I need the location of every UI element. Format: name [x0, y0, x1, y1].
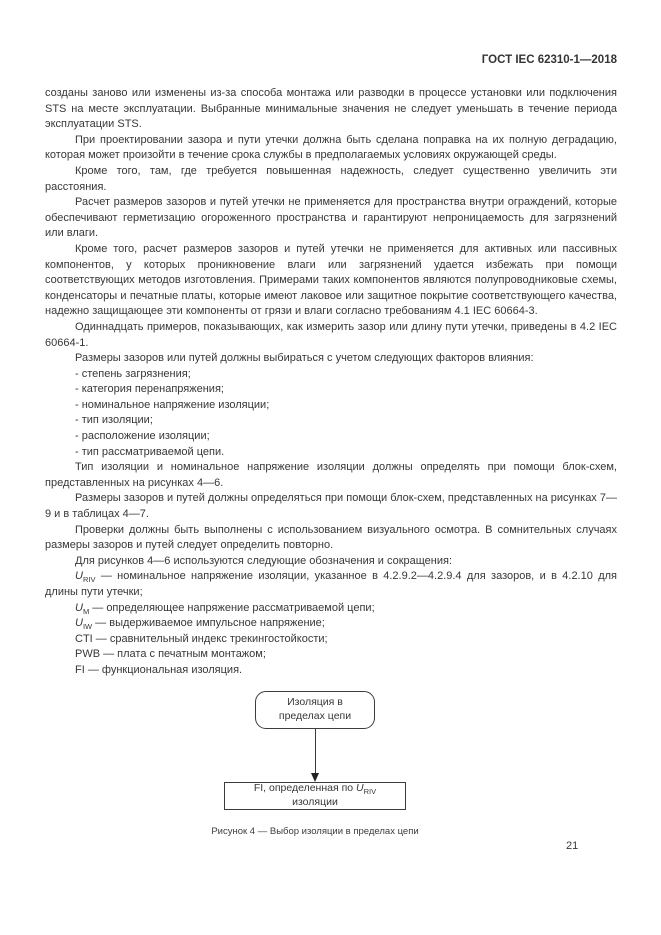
paragraph: Расчет размеров зазоров и путей утечки не применяется для пространства внутри ограждений, которые обеспечивают герметизацию огороженного пространства и гарантируют непроницаемость для загрязнений или влаги. — [45, 196, 617, 240]
paragraph: Для рисунков 4—6 используются следующие обозначения и сокращения: — [75, 554, 453, 567]
definition-item — [45, 663, 617, 679]
definition-item — [45, 616, 617, 632]
symbol: U — [75, 617, 83, 630]
paragraph: Кроме того, там, где требуется повышенная надежность, следует существенно увеличить эти расстояния. — [45, 164, 617, 193]
document-body — [45, 86, 617, 679]
definition-text: — плата с печатным монтажом; — [100, 648, 266, 661]
page-number: 21 — [566, 840, 579, 852]
page-header — [45, 54, 617, 66]
paragraph: Размеры зазоров и путей должны определяться при помощи блок-схем, представленных на рисунках 7—9 и в таблицах 4—7. — [45, 492, 617, 521]
list-item: - расположение изоляции; — [75, 430, 210, 443]
flow-arrow-line — [315, 729, 316, 773]
definition-text: — определяющее напряжение рассматриваемой цепи; — [89, 601, 375, 614]
paragraph: Кроме того, расчет размеров зазоров и путей утечки не применяется для активных или пассивных компонентов, у которых проникновение влаги или загрязнений удается избежать при помощи соответствующих методов изготовления. Примерами таких компонентов являются полупроводниковые схемы, конденсаторы и печатные платы, которые имеют лаковое или защитное покрытие соответствующего качества, надежно защищающее эти компоненты от грязи и влаги согласно требованиям 4.1 IEC 60664-3. — [45, 242, 617, 318]
flow-node-fi-insulation — [224, 782, 406, 810]
figure-caption: Рисунок 4 — Выбор изоляции в пределах цепи — [211, 825, 419, 837]
definition-item — [45, 601, 617, 617]
list-item: - степень загрязнения; — [75, 367, 191, 380]
definition-item — [45, 632, 617, 648]
flow-node-insulation-within-circuit: Изоляция в пределах цепи — [255, 691, 375, 729]
symbol: CTI — [75, 632, 93, 645]
flow-arrow-down — [311, 729, 319, 782]
symbol: U — [75, 601, 83, 614]
list-item: - номинальное напряжение изоляции; — [75, 398, 270, 411]
list-item: - категория перенапряжения; — [75, 383, 224, 396]
symbol: FI — [75, 663, 85, 676]
symbol: PWB — [75, 648, 101, 661]
document-number: ГОСТ IEC 62310-1—2018 — [481, 54, 617, 66]
node-text: FI, определенная по $U_{RIV}$ изоляции — [253, 782, 377, 808]
paragraph: Проверки должны быть выполнены с использованием визуального осмотра. В сомнительных случаях размеры зазоров и путей следует определить повторно. — [45, 523, 617, 552]
paragraph: Тип изоляции и номинальное напряжение изоляции должны определять при помощи блок-схем, представленных на рисунках 4—6. — [45, 461, 617, 489]
symbol: U — [75, 570, 83, 583]
arrow-head-icon — [311, 773, 319, 782]
definition-item — [45, 647, 617, 663]
definition-text: — функциональная изоляция. — [84, 663, 243, 676]
list-item: - тип рассматриваемой цепи. — [75, 445, 225, 458]
flowchart — [45, 691, 585, 810]
paragraph: Размеры зазоров или путей должны выбираться с учетом следующих факторов влияния: — [75, 352, 534, 365]
definition-text: — выдерживаемое импульсное напряжение; — [92, 617, 325, 630]
symbol-subscript: IW — [82, 622, 93, 632]
paragraph: При проектировании зазора и пути утечки должна быть сделана поправка на их полную деградацию, которая может произойти в течение срока службы в предполагаемых условиях окружающей среды. — [45, 133, 617, 162]
figure-4 — [45, 691, 585, 837]
list-item: - тип изоляции; — [75, 414, 153, 427]
page-content — [45, 54, 617, 837]
definition-item — [45, 569, 617, 600]
definition-text: — сравнительный индекс трекингостойкости; — [92, 632, 328, 645]
paragraph: созданы заново или изменены из-за способа монтажа или разводки в процессе установки или подключения STS на месте эксплуатации. Выбранные минимальные значения не следует уменьшать в течение периода эксплуатации STS. — [45, 87, 617, 131]
paragraph: Одиннадцать примеров, показывающих, как измерить зазор или длину пути утечки, приведены в 4.2 IEC 60664-1. — [45, 320, 617, 349]
definition-text: — номинальное напряжение изоляции, указанное в 4.2.9.2—4.2.9.4 для зазоров, и в 4.2.10 для длины пути утечки; — [45, 570, 617, 598]
symbol-subscript: RIV — [82, 575, 96, 585]
symbol-subscript: M — [82, 606, 90, 616]
